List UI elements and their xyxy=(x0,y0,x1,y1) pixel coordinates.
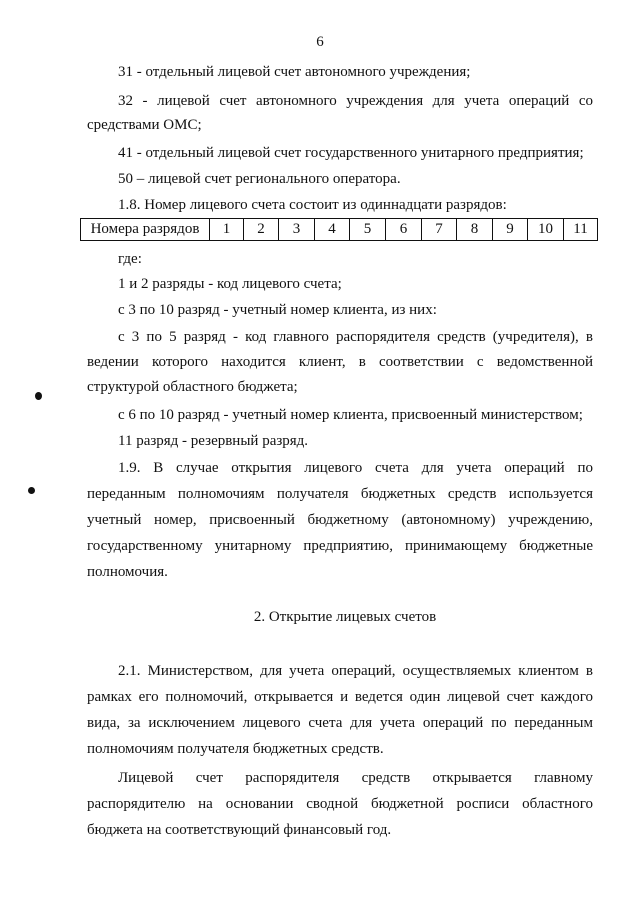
paragraph-1-9-end: полномочия. xyxy=(87,564,168,580)
paragraph-2-1-line: 2.1. Министерством, для учета операций, осуществляемых клиентом в xyxy=(118,663,593,679)
paragraph-2-1-end: полномочиям получателя бюджетных средств. xyxy=(87,741,384,757)
digits-table xyxy=(80,218,598,241)
where-label: где: xyxy=(118,251,142,267)
punch-hole-mark xyxy=(35,392,42,400)
page-number: 6 xyxy=(316,34,324,50)
code-41-line: 41 - отдельный лицевой счет государственного унитарного предприятия; xyxy=(118,145,584,161)
paragraph-1-9-line: учетный номер, присвоенный бюджетному (автономному) учреждению, xyxy=(87,512,593,528)
digit-cell: 7 xyxy=(422,219,457,241)
digit-cell: 6 xyxy=(386,219,422,241)
digit-cell: 9 xyxy=(493,219,528,241)
digit-cell: 8 xyxy=(457,219,493,241)
punch-hole-mark xyxy=(28,487,35,494)
paragraph-1-9-line: переданным полномочиям получателя бюджетных средств используется xyxy=(87,486,593,502)
code-32-line: 32 - лицевой счет автономного учреждения для учета операций со xyxy=(118,93,593,109)
paragraph-1-9-line: государственному унитарному предприятию, принимающему бюджетные xyxy=(87,538,593,554)
code-50-line: 50 – лицевой счет регионального оператора. xyxy=(118,171,401,187)
digit-cell: 4 xyxy=(315,219,350,241)
table-row xyxy=(81,219,598,241)
item-digits-3-10: с 3 по 10 разряд - учетный номер клиента, из них: xyxy=(118,302,437,318)
digit-cell: 1 xyxy=(210,219,244,241)
digit-cell: 2 xyxy=(244,219,279,241)
paragraph-last-line: распорядителю на основании сводной бюджетной росписи областного xyxy=(87,796,593,812)
paragraph-1-8: 1.8. Номер лицевого счета состоит из одиннадцати разрядов: xyxy=(118,197,507,213)
paragraph-last-end: бюджета на соответствующий финансовый год. xyxy=(87,822,392,838)
item-digits-1-2: 1 и 2 разряды - код лицевого счета; xyxy=(118,276,342,292)
code-32-line-cont: средствами ОМС; xyxy=(87,117,202,133)
code-31-line: 31 - отдельный лицевой счет автономного учреждения; xyxy=(118,64,471,80)
item-digits-6-10: с 6 по 10 разряд - учетный номер клиента, присвоенный министерством; xyxy=(118,407,583,423)
paragraph-2-1-line: вида, за исключением лицевого счета для учета операций по переданным xyxy=(87,715,593,731)
item-digits-3-5: с 3 по 5 разряд - код главного распорядителя средств (учредителя), в xyxy=(118,329,593,345)
paragraph-2-1-line: рамках его полномочий, открывается и ведется один лицевой счет каждого xyxy=(87,689,593,705)
table-header-cell: Номера разрядов xyxy=(81,219,210,241)
digit-cell: 10 xyxy=(528,219,564,241)
item-digits-3-5-cont: ведении которого находится клиент, в соответствии с ведомственной xyxy=(87,354,593,370)
section-heading: 2. Открытие лицевых счетов xyxy=(253,609,437,625)
digit-cell: 3 xyxy=(279,219,315,241)
paragraph-last-line: Лицевой счет распорядителя средств открывается главному xyxy=(118,770,593,786)
paragraph-1-9-line: 1.9. В случае открытия лицевого счета для учета операций по xyxy=(118,460,593,476)
digit-cell: 11 xyxy=(564,219,598,241)
item-digit-11: 11 разряд - резервный разряд. xyxy=(118,433,309,449)
digit-cell: 5 xyxy=(350,219,386,241)
item-digits-3-5-end: структурой областного бюджета; xyxy=(87,379,298,395)
